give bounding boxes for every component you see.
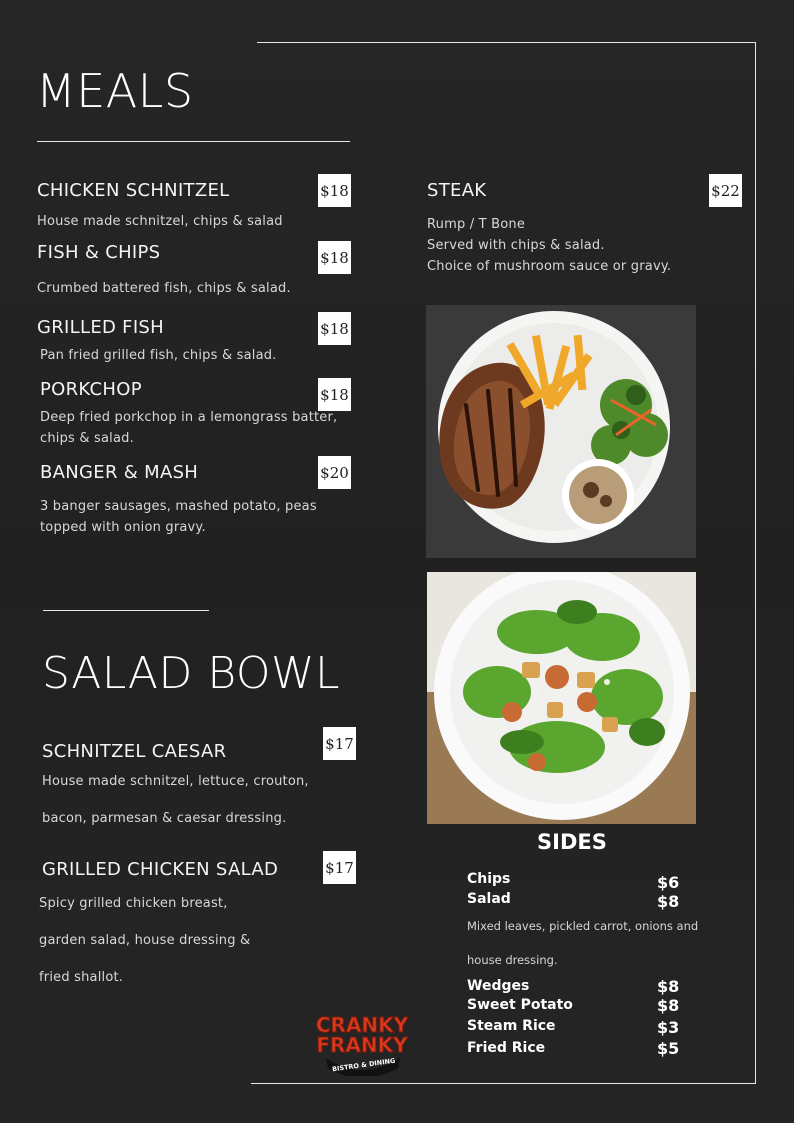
side-desc-salad-line2: house dressing.	[467, 953, 558, 967]
cranky-franky-logo	[308, 1010, 416, 1076]
meals-title: MEALS	[36, 64, 194, 118]
item-name-fish-and-chips: FISH & CHIPS	[37, 242, 161, 263]
item-name-banger-and-mash: BANGER & MASH	[40, 462, 199, 483]
price-porkchop: $18	[318, 378, 351, 411]
item-name-grilled-fish: GRILLED FISH	[37, 317, 164, 338]
item-name-schnitzel-caesar: SCHNITZEL CAESAR	[42, 741, 227, 762]
steak-photo	[426, 305, 696, 558]
item-name-grilled-chicken-salad: GRILLED CHICKEN SALAD	[42, 859, 279, 880]
svg-text:CRANKY: CRANKY	[315, 1013, 409, 1037]
price-grilled-fish: $18	[318, 312, 351, 345]
price-steak: $22	[709, 174, 742, 207]
price-grilled-chicken-salad: $17	[323, 851, 356, 884]
item-name-porkchop: PORKCHOP	[40, 379, 142, 400]
desc-chicken-schnitzel: House made schnitzel, chips & salad	[37, 214, 283, 229]
side-name-salad: Salad	[467, 891, 511, 907]
price-banger-and-mash: $20	[318, 456, 351, 489]
desc-porkchop-line2: chips & salad.	[40, 431, 134, 446]
side-name-chips: Chips	[467, 871, 511, 887]
side-price-wedges: $8	[657, 977, 680, 996]
sides-title: SIDES	[537, 830, 607, 854]
salad-bowl-title: SALAD BOWL	[42, 648, 341, 699]
item-name-chicken-schnitzel: CHICKEN SCHNITZEL	[37, 180, 230, 201]
frame-top-line	[257, 42, 756, 43]
svg-text:FRANKY: FRANKY	[316, 1033, 408, 1057]
desc-grilled-chicken-salad-line2: garden salad, house dressing &	[39, 933, 251, 948]
desc-steak-line1: Rump / T Bone	[427, 217, 526, 232]
desc-steak-line2: Served with chips & salad.	[427, 238, 605, 253]
desc-grilled-chicken-salad-line1: Spicy grilled chicken breast,	[39, 896, 228, 911]
desc-banger-and-mash-line1: 3 banger sausages, mashed potato, peas	[40, 499, 317, 514]
side-price-sweet-potato: $8	[657, 996, 680, 1015]
salad-bowl-top-line	[43, 610, 209, 611]
side-name-wedges: Wedges	[467, 978, 530, 994]
item-name-steak: STEAK	[427, 180, 487, 201]
desc-fish-and-chips: Crumbed battered fish, chips & salad.	[37, 281, 291, 296]
meals-title-underline	[37, 141, 350, 142]
frame-bottom-line	[251, 1083, 756, 1084]
desc-steak-line3: Choice of mushroom sauce or gravy.	[427, 259, 672, 274]
side-price-fried-rice: $5	[657, 1039, 680, 1058]
side-name-steam-rice: Steam Rice	[467, 1018, 556, 1034]
side-price-salad: $8	[657, 892, 680, 911]
price-schnitzel-caesar: $17	[323, 727, 356, 760]
desc-schnitzel-caesar-line1: House made schnitzel, lettuce, crouton,	[42, 774, 309, 789]
desc-schnitzel-caesar-line2: bacon, parmesan & caesar dressing.	[42, 811, 287, 826]
desc-banger-and-mash-line2: topped with onion gravy.	[40, 520, 206, 535]
desc-grilled-chicken-salad-line3: fried shallot.	[39, 970, 124, 985]
frame-right-line	[755, 42, 756, 1084]
desc-grilled-fish: Pan fried grilled fish, chips & salad.	[40, 348, 277, 363]
side-price-steam-rice: $3	[657, 1018, 680, 1037]
side-name-sweet-potato: Sweet Potato	[467, 997, 573, 1013]
price-fish-and-chips: $18	[318, 241, 351, 274]
side-price-chips: $6	[657, 873, 680, 892]
desc-porkchop-line1: Deep fried porkchop in a lemongrass batter,	[40, 410, 338, 425]
price-chicken-schnitzel: $18	[318, 174, 351, 207]
side-name-fried-rice: Fried Rice	[467, 1040, 546, 1056]
caesar-salad-photo	[427, 572, 696, 824]
side-desc-salad-line1: Mixed leaves, pickled carrot, onions and	[467, 919, 699, 933]
svg-text:BISTRO & DINING: BISTRO & DINING	[331, 1056, 396, 1074]
